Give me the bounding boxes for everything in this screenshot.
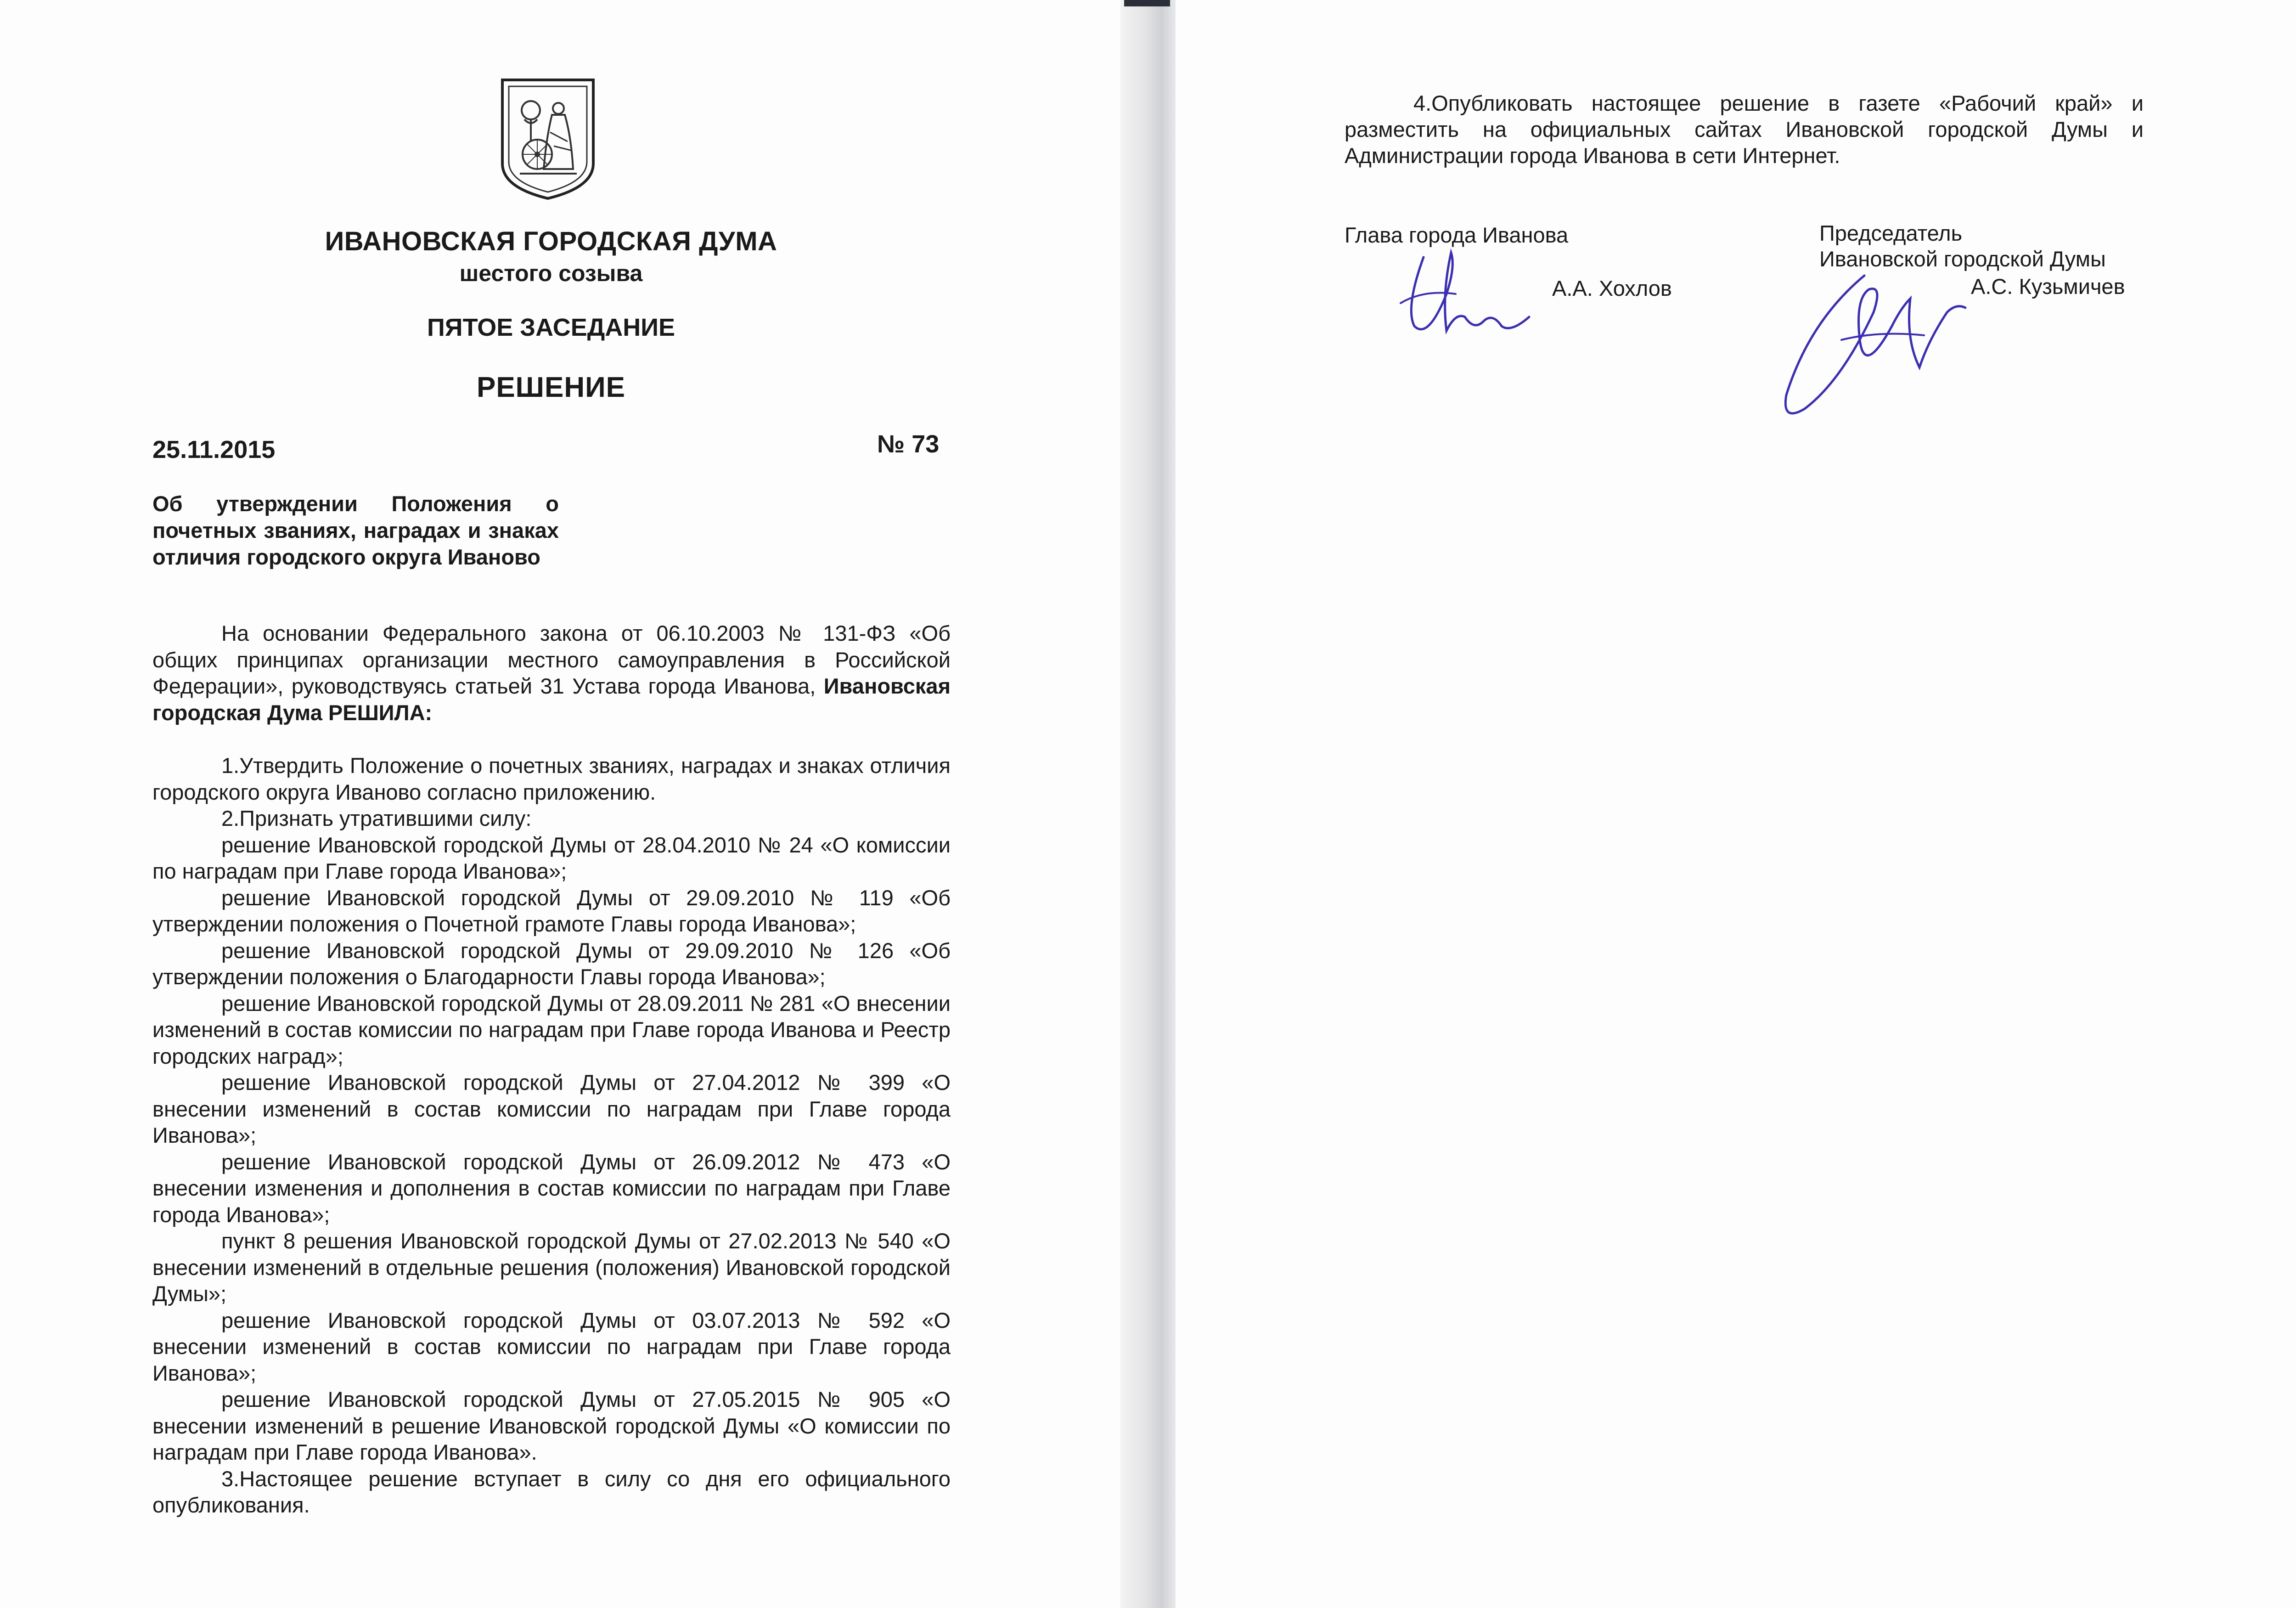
document-subject: Об утверждении Положения о почетных званиях, наградах и знаках отличия городского округа Иваново (152, 491, 559, 569)
page-gutter (1120, 0, 1176, 1608)
session-title: ПЯТОЕ ЗАСЕДАНИЕ (427, 314, 675, 341)
list-item: 1.Утвердить Положение о почетных званиях, наградах и знаках отличия городского округа Иваново согласно приложению. (152, 753, 951, 804)
binder-edge (1124, 0, 1170, 6)
document-number: № 73 (877, 430, 940, 458)
list-item: решение Ивановской городской Думы от 27.04.2012 № 399 «О внесении изменений в состав комиссии по наградам при Главе города Иванова»; (152, 1070, 951, 1147)
list-item: пункт 8 решения Ивановской городской Думы от 27.02.2013 № 540 «О внесении изменений в отдельные решения (положения) Ивановской городской Думы»; (152, 1229, 951, 1306)
list-item: решение Ивановской городской Думы от 28.09.2011 № 281 «О внесении изменений в состав комиссии по наградам при Главе города Иванова и Реестр городских наград»; (152, 991, 951, 1068)
convocation: шестого созыва (459, 260, 643, 286)
page-right (1176, 0, 2296, 1608)
list-item: 3.Настоящее решение вступает в силу со дня его официального опубликования. (152, 1466, 951, 1517)
mayor-title: Глава города Иванова (1345, 223, 1569, 247)
list-item: решение Ивановской городской Думы от 29.09.2010 № 119 «Об утверждении положения о Почетной грамоте Главы города Иванова»; (152, 885, 951, 936)
document-type: РЕШЕНИЕ (476, 372, 626, 403)
chair-signature-icon (1773, 257, 1975, 432)
coat-of-arms-icon (499, 77, 597, 201)
publication-clause (1345, 90, 2144, 169)
list-item: решение Ивановской городской Думы от 29.09.2010 № 126 «Об утверждении положения о Благодарности Главы города Иванова»; (152, 938, 951, 989)
document-body (152, 620, 951, 1518)
org-name: ИВАНОВСКАЯ ГОРОДСКАЯ ДУМА (325, 226, 777, 256)
document-date: 25.11.2015 (152, 436, 276, 463)
chair-title-line1: Председатель (1819, 221, 1963, 245)
mayor-name: А.А. Хохлов (1552, 276, 1672, 300)
chair-name: А.С. Кузьмичев (1971, 274, 2125, 299)
chair-title-line2: Ивановской городской Думы (1819, 247, 2106, 271)
list-item: 2.Признать утратившими силу: (221, 806, 532, 830)
preamble-resolution: Ивановская городская Дума РЕШИЛА: (152, 674, 951, 725)
mayor-signature-icon (1396, 239, 1534, 349)
list-item: решение Ивановской городской Думы от 28.04.2010 № 24 «О комиссии по наградам при Главе города Иванова»; (152, 832, 951, 883)
preamble (152, 620, 951, 726)
list-item: 4.Опубликовать настоящее решение в газете «Рабочий край» и разместить на официальных сайтах Ивановской городской Думы и Администрации города Иванова в сети Интернет. (1345, 91, 2144, 168)
list-item: решение Ивановской городской Думы от 03.07.2013 № 592 «О внесении изменений в состав комиссии по наградам при Главе города Иванова»; (152, 1308, 951, 1385)
preamble-text: На основании Федерального закона от 06.10.2003 № 131-ФЗ «Об общих принципах организации местного самоуправления в Российской Федерации», руководствуясь статьей 31 Устава города Иванова, (152, 621, 951, 698)
list-item: решение Ивановской городской Думы от 26.09.2012 № 473 «О внесении изменения и дополнения в состав комиссии по наградам при Главе города Иванова»; (152, 1149, 951, 1227)
page-left (0, 0, 1120, 1608)
list-item: решение Ивановской городской Думы от 27.05.2015 № 905 «О внесении изменений в решение Ивановской городской Думы «О комиссии по наградам при Главе города Иванова». (152, 1387, 951, 1464)
